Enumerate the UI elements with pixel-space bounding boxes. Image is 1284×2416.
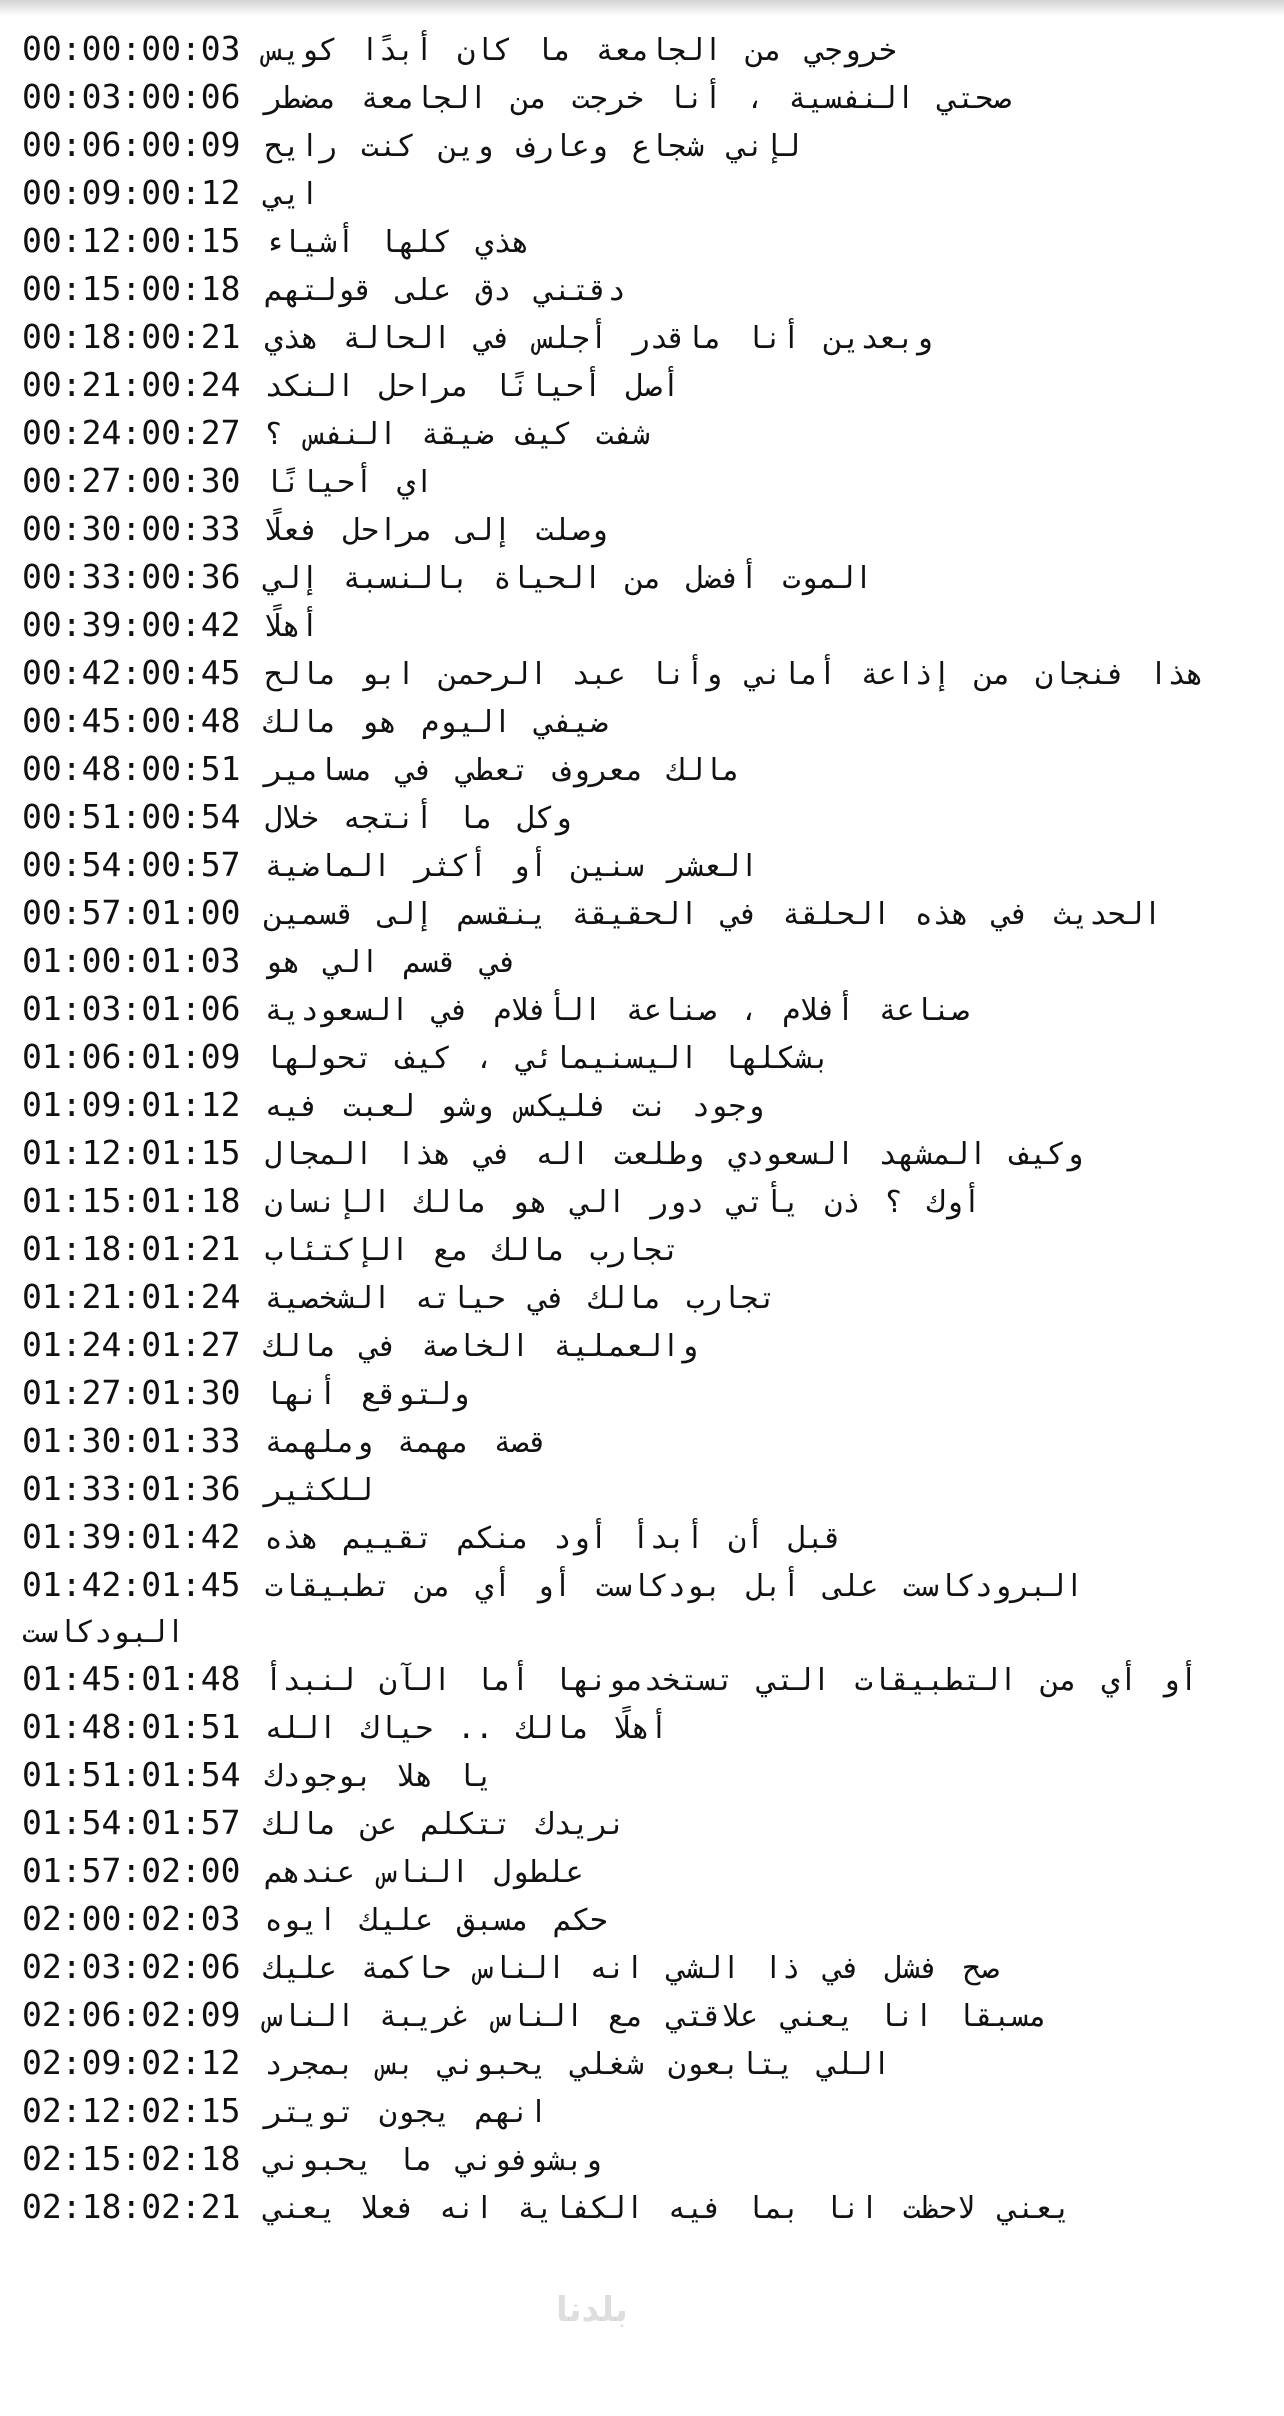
- line-text: هذا فنجان من إذاعة أماني وأنا عبد الرحمن ابو مالح: [264, 657, 1204, 692]
- line-text: مالك معروف تعطي في مسامير: [264, 753, 741, 788]
- timestamp: 01:45:01:48: [22, 1659, 241, 1698]
- line-text: يعني لاحظت انا بما فيه الكفاية انه فعلا يعني: [264, 2191, 1072, 2226]
- line-text: علطول الناس عندهم: [264, 1855, 584, 1890]
- line-text: في قسم الي هو: [264, 945, 518, 980]
- timestamp: 01:42:01:45: [22, 1565, 241, 1604]
- timestamp: 00:18:00:21: [22, 317, 241, 356]
- timestamp: 01:27:01:30: [22, 1373, 241, 1412]
- line-text: ايي: [264, 177, 319, 212]
- transcript-line: [22, 890, 1262, 938]
- transcript-line: [22, 2136, 1262, 2184]
- timestamp: 00:30:00:33: [22, 509, 241, 548]
- line-text: ولتوقع أنها: [264, 1377, 470, 1412]
- transcript-line: [22, 2184, 1262, 2232]
- transcript-line: [22, 1130, 1262, 1178]
- transcript-line: [22, 122, 1262, 170]
- line-text: اي أحيانًا: [264, 465, 434, 500]
- timestamp: 02:12:02:15: [22, 2091, 241, 2130]
- line-text: أهلًا: [264, 609, 319, 644]
- line-text: اللي يتابعون شغلي يحبوني بس بمجرد: [264, 2047, 891, 2082]
- transcript-line: [22, 2040, 1262, 2088]
- transcript-line: [22, 1992, 1262, 2040]
- line-text: تجارب مالك في حياته الشخصية: [264, 1281, 777, 1316]
- transcript-line: [22, 266, 1262, 314]
- line-text: قبل أن أبدأ أود منكم تقييم هذه: [264, 1521, 843, 1556]
- transcript-line: [22, 506, 1262, 554]
- transcript-line: [22, 1226, 1262, 1274]
- timestamp: 00:48:00:51: [22, 749, 241, 788]
- transcript-line: [22, 938, 1262, 986]
- timestamp: 01:06:01:09: [22, 1037, 241, 1076]
- transcript-line: [22, 1466, 1262, 1514]
- transcript-line: [22, 602, 1262, 650]
- timestamp: 01:54:01:57: [22, 1803, 241, 1842]
- timestamp: 00:03:00:06: [22, 77, 241, 116]
- transcript-line: [22, 746, 1262, 794]
- transcript-line: [22, 842, 1262, 890]
- line-text: والعملية الخاصة في مالك: [264, 1329, 699, 1364]
- timestamp: 01:30:01:33: [22, 1421, 241, 1460]
- line-text: البرودكاست على أبل بودكاست أو أي من تطبيقات البودكاست: [22, 1569, 1084, 1650]
- transcript-line: [22, 410, 1262, 458]
- line-text: هذي كلها أشياء: [264, 225, 530, 260]
- transcript-line: [22, 1274, 1262, 1322]
- transcript-line: [22, 1752, 1262, 1800]
- line-text: ضيفي اليوم هو مالك: [264, 705, 608, 740]
- line-text: وبشوفوني ما يحبوني: [264, 2143, 602, 2178]
- timestamp: 01:24:01:27: [22, 1325, 241, 1364]
- transcript-line: [22, 1562, 1262, 1656]
- timestamp: 00:24:00:27: [22, 413, 241, 452]
- timestamp: 01:48:01:51: [22, 1707, 241, 1746]
- line-text: وبعدين أنا ماقدر أجلس في الحالة هذي: [264, 321, 933, 356]
- line-text: نريدك تتكلم عن مالك: [264, 1807, 626, 1842]
- transcript-line: [22, 362, 1262, 410]
- timestamp: 00:27:00:30: [22, 461, 241, 500]
- transcript-line: [22, 1704, 1262, 1752]
- timestamp: 00:45:00:48: [22, 701, 241, 740]
- transcript-line: [22, 1944, 1262, 1992]
- transcript-line: [22, 458, 1262, 506]
- transcript-line: [22, 26, 1262, 74]
- line-text: بشكلها اليسنيمائي ، كيف تحولها: [264, 1041, 831, 1076]
- transcript-line: [22, 1514, 1262, 1562]
- transcript-line: [22, 1322, 1262, 1370]
- transcript-line: [22, 314, 1262, 362]
- timestamp: 00:15:00:18: [22, 269, 241, 308]
- line-text: الموت أفضل من الحياة بالنسبة إلي: [264, 561, 873, 596]
- timestamp: 02:18:02:21: [22, 2187, 241, 2226]
- line-text: وكيف المشهد السعودي وطلعت اله في هذا المجال: [264, 1137, 1084, 1172]
- timestamp: 02:00:02:03: [22, 1899, 241, 1938]
- line-text: أهلًا مالك .. حياك الله: [264, 1711, 668, 1746]
- line-text: قصة مهمة وملهمة: [264, 1425, 548, 1460]
- transcript-line: [22, 218, 1262, 266]
- transcript-line: [22, 1178, 1262, 1226]
- timestamp: 02:15:02:18: [22, 2139, 241, 2178]
- timestamp: 02:06:02:09: [22, 1995, 241, 2034]
- timestamp: 00:21:00:24: [22, 365, 241, 404]
- line-text: وكل ما أنتجه خلال: [264, 801, 572, 836]
- timestamp: 01:21:01:24: [22, 1277, 241, 1316]
- timestamp: 00:06:00:09: [22, 125, 241, 164]
- timestamp: 01:51:01:54: [22, 1755, 241, 1794]
- transcript-line: [22, 2088, 1262, 2136]
- transcript-line: [22, 986, 1262, 1034]
- timestamp: 01:33:01:36: [22, 1469, 241, 1508]
- timestamp: 02:09:02:12: [22, 2043, 241, 2082]
- timestamp: 00:00:00:03: [22, 29, 241, 68]
- timestamp: 00:09:00:12: [22, 173, 241, 212]
- timestamp: 00:54:00:57: [22, 845, 241, 884]
- transcript-line: [22, 1082, 1262, 1130]
- line-text: حكم مسبق عليك ايوه: [264, 1903, 608, 1938]
- timestamp: 01:39:01:42: [22, 1517, 241, 1556]
- transcript-line: [22, 1896, 1262, 1944]
- timestamp: 00:12:00:15: [22, 221, 241, 260]
- transcript-line: [22, 554, 1262, 602]
- transcript-line: [22, 1656, 1262, 1704]
- transcript-line: [22, 794, 1262, 842]
- timestamp: 01:00:01:03: [22, 941, 241, 980]
- line-text: للكثير: [264, 1473, 373, 1508]
- line-text: صح فشل في ذا الشي انه الناس حاكمة عليك: [264, 1951, 999, 1986]
- timestamp: 01:03:01:06: [22, 989, 241, 1028]
- line-text: صحتي النفسية ، أنا خرجت من الجامعة مضطر: [264, 81, 1012, 116]
- timestamp: 02:03:02:06: [22, 1947, 241, 1986]
- transcript-line: [22, 1418, 1262, 1466]
- transcript-line: [22, 1370, 1262, 1418]
- transcript-line: [22, 1034, 1262, 1082]
- transcript-line: [22, 698, 1262, 746]
- timestamp: 00:42:00:45: [22, 653, 241, 692]
- line-text: أوك ؟ ذن يأتي دور الي هو مالك الإنسان: [264, 1185, 981, 1220]
- transcript-line: [22, 170, 1262, 218]
- line-text: دقتني دق على قولتهم: [264, 273, 626, 308]
- transcript-document: [22, 26, 1262, 2232]
- line-text: يا هلا بوجودك: [264, 1759, 494, 1794]
- line-text: وصلت إلى مراحل فعلًا: [264, 513, 608, 548]
- timestamp: 01:18:01:21: [22, 1229, 241, 1268]
- watermark-logo: بلدنا: [556, 2290, 628, 2330]
- line-text: انهم يجون تويتر: [264, 2095, 548, 2130]
- top-shade: [0, 0, 1284, 16]
- line-text: تجارب مالك مع الإكتئاب: [264, 1233, 680, 1268]
- line-text: العشر سنين أو أكثر الماضية: [264, 849, 759, 884]
- timestamp: 01:12:01:15: [22, 1133, 241, 1172]
- line-text: شفت كيف ضيقة النفس ؟: [264, 417, 650, 452]
- transcript-line: [22, 650, 1262, 698]
- transcript-line: [22, 1800, 1262, 1848]
- timestamp: 01:57:02:00: [22, 1851, 241, 1890]
- line-text: الحديث في هذه الحلقة في الحقيقة ينقسم إلى قسمين: [264, 897, 1162, 932]
- timestamp: 00:57:01:00: [22, 893, 241, 932]
- transcript-line: [22, 74, 1262, 122]
- timestamp: 01:15:01:18: [22, 1181, 241, 1220]
- line-text: مسبقا انا يعني علاقتي مع الناس غريبة الناس: [264, 1999, 1048, 2034]
- timestamp: 00:33:00:36: [22, 557, 241, 596]
- line-text: خروجي من الجامعة ما كان أبدًا كويس: [264, 33, 897, 68]
- line-text: أصل أحيانًا مراحل النكد: [264, 369, 680, 404]
- timestamp: 00:51:00:54: [22, 797, 241, 836]
- line-text: صناعة أفلام ، صناعة الأفلام في السعودية: [264, 993, 969, 1028]
- timestamp: 01:09:01:12: [22, 1085, 241, 1124]
- line-text: لإني شجاع وعارف وين كنت رايح: [264, 129, 801, 164]
- timestamp: 00:39:00:42: [22, 605, 241, 644]
- line-text: أو أي من التطبيقات التي تستخدمونها أما الآن لنبدأ: [264, 1663, 1198, 1698]
- transcript-line: [22, 1848, 1262, 1896]
- line-text: وجود نت فليكس وشو لعبت فيه: [264, 1089, 765, 1124]
